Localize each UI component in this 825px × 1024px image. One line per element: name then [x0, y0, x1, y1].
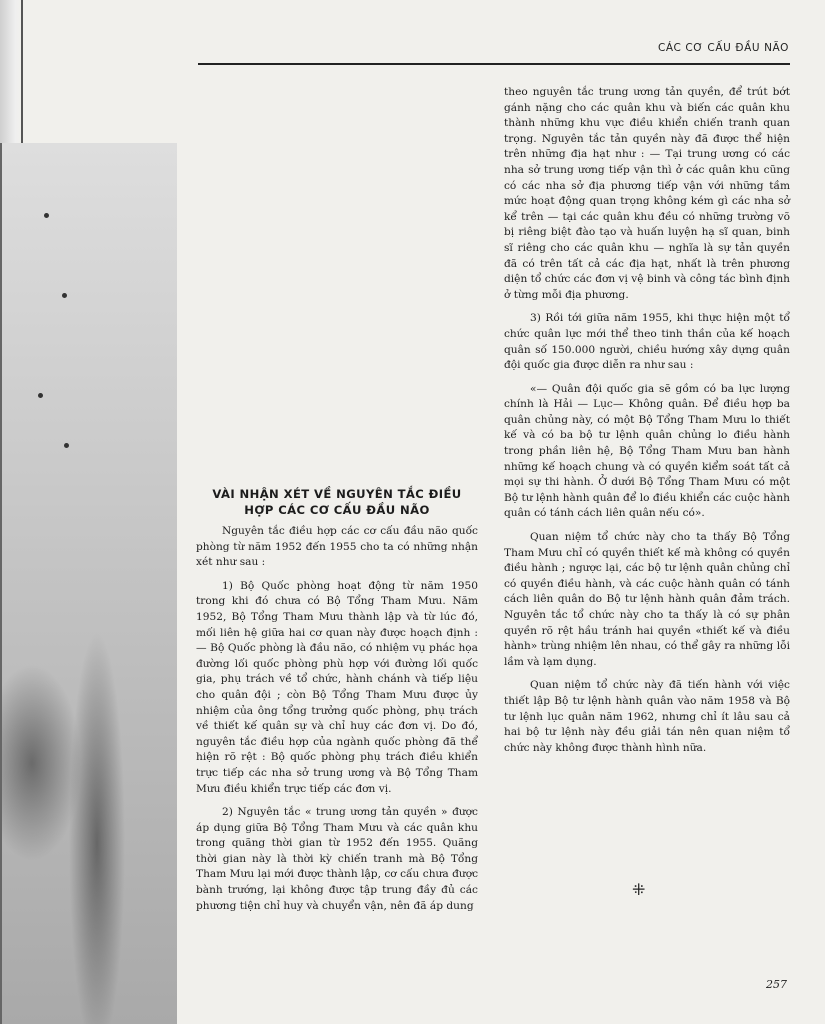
- section-heading: VÀI NHẬN XÉT VỀ NGUYÊN TẮC ĐIỀU HỢP CÁC CƠ CẤU ĐẦU NÃO: [212, 487, 462, 517]
- running-header: CÁC CƠ CẤU ĐẦU NÃO: [657, 42, 789, 54]
- paragraph: Quan niệm tổ chức này cho ta thấy Bộ Tổng Tham Mưu chỉ có quyền thiết kế mà không có quyền điều hành ; ngược lại, các bộ tư lệnh quân chủng chỉ có quyền điều hành, và các cuộc hành quân có tánh cách liên quân do Bộ tư lệnh hành quân đảm trách. Nguyên tắc tổ chức này cho ta thấy là có sự phân quyền rõ rệt hầu tránh hai quyền «thiết kế và điều hành» trùng nhiệm lên nhau, có thể gây ra những lỗi lầm và lạm dụng.: [504, 531, 790, 668]
- photo-spot: [64, 443, 69, 448]
- right-column: [504, 85, 790, 764]
- photo-spot: [62, 293, 67, 298]
- paragraph: Nguyên tắc điều hợp các cơ cấu đầu não quốc phòng từ năm 1952 đến 1955 cho ta có những nhận xét như sau :: [196, 525, 478, 569]
- photograph: [0, 143, 177, 1024]
- paragraph: Quan niệm tổ chức này đã tiến hành với việc thiết lập Bộ tư lệnh hành quân vào năm 1958 và Bộ tư lệnh lục quân năm 1962, nhưng chỉ ít lâu sau cả hai bộ tư lệnh này đều giải tán nên quan niệm tổ chức này không được thành hình nữa.: [504, 679, 790, 754]
- photo-spot: [44, 213, 49, 218]
- section-ornament: ⁜: [632, 880, 646, 899]
- page-number: 257: [766, 978, 787, 991]
- paragraph: «— Quân đội quốc gia sẽ gồm có ba lực lượng chính là Hải — Lục— Không quân. Để điều hợp ba quân chủng này, có một Bộ Tổng Tham Mưu lo thiết kế và có ba bộ tư lệnh quân chủng lo điều hành trong phần liên hệ, Bộ Tổng Tham Mưu ban hành những kế hoạch chung và có quyền kiểm soát tất cả mọi sự thi hành. Ở dưới Bộ Tổng Tham Mưu có một Bộ tư lệnh hành quân để lo điều khiển các cuộc hành quân có tánh cách liên quân nếu có».: [504, 382, 790, 520]
- paragraph: 2) Nguyên tắc « trung ương tản quyền » được áp dụng giữa Bộ Tổng Tham Mưu và các quân khu trong quãng thời gian từ 1952 đến 1955. Quãng thời gian này là thời kỳ chiến tranh mà Bộ Tổng Tham Mưu lại mới được thành lập, cơ cấu chưa được bành trướng, lại không được tập trung đầy đủ các phương tiện chỉ huy và chuyển vận, nên đã áp dung: [196, 806, 478, 912]
- header-rule: [198, 63, 790, 65]
- left-column: [196, 486, 478, 922]
- photo-spot: [38, 393, 43, 398]
- paragraph: 3) Rồi tới giữa năm 1955, khi thực hiện một tổ chức quân lực mới thể theo tinh thần của kế hoạch quân số 150.000 người, chiều hướng xây dựng quân đội quốc gia được diễn ra như sau :: [504, 312, 790, 372]
- paragraph: theo nguyên tắc trung ương tản quyền, để trút bớt gánh nặng cho các quân khu và biến các quân khu thành những khu vực điều khiển chiến tranh quan trọng. Nguyên tắc tản quyền này đã được thể hiện trên những địa hạt như : — Tại trung ương có các nha sở trung ương tiếp vận thì ở các quân khu cũng có các nha sở địa phương tiếp vận với những tầm mức hoạt động quan trọng không kém gì các nha sở kể trên — tại các quân khu đều có những trường võ bị riêng biệt đào tạo và huấn luyện hạ sĩ quan, binh sĩ riêng cho các quân khu — nghĩa là sự tản quyền đã có trên tất cả các địa hạt, nhất là trên phương diện tổ chức các đơn vị vệ binh và công tác bình định ở từng mỗi địa phương.: [504, 86, 790, 301]
- paragraph: 1) Bộ Quốc phòng hoạt động từ năm 1950 trong khi đó chưa có Bộ Tổng Tham Mưu. Năm 1952, Bộ Tổng Tham Mưu thành lập và từ lúc đó, mối liên hệ giữa hai cơ quan này được hoạch định : — Bộ Quốc phòng là đầu não, có nhiệm vụ phác họa đường lối quốc phòng phù hợp với đường lối quốc gia, phụ trách về tổ chức, hành chánh và tiếp liệu cho quân đội ; còn Bộ Tổng Tham Mưu được ủy nhiệm của ông tổng trưởng quốc phòng, phụ trách về thiết kế quân sự và chỉ huy các đơn vị. Do đó, nguyên tắc điều hợp của ngành quốc phòng đã thể hiện rõ rệt : Bộ quốc phòng phụ trách điều khiển trực tiếp các nha sở trung ương và Bộ Tổng Tham Mưu điều khiển trực tiếp các đơn vị.: [196, 579, 478, 795]
